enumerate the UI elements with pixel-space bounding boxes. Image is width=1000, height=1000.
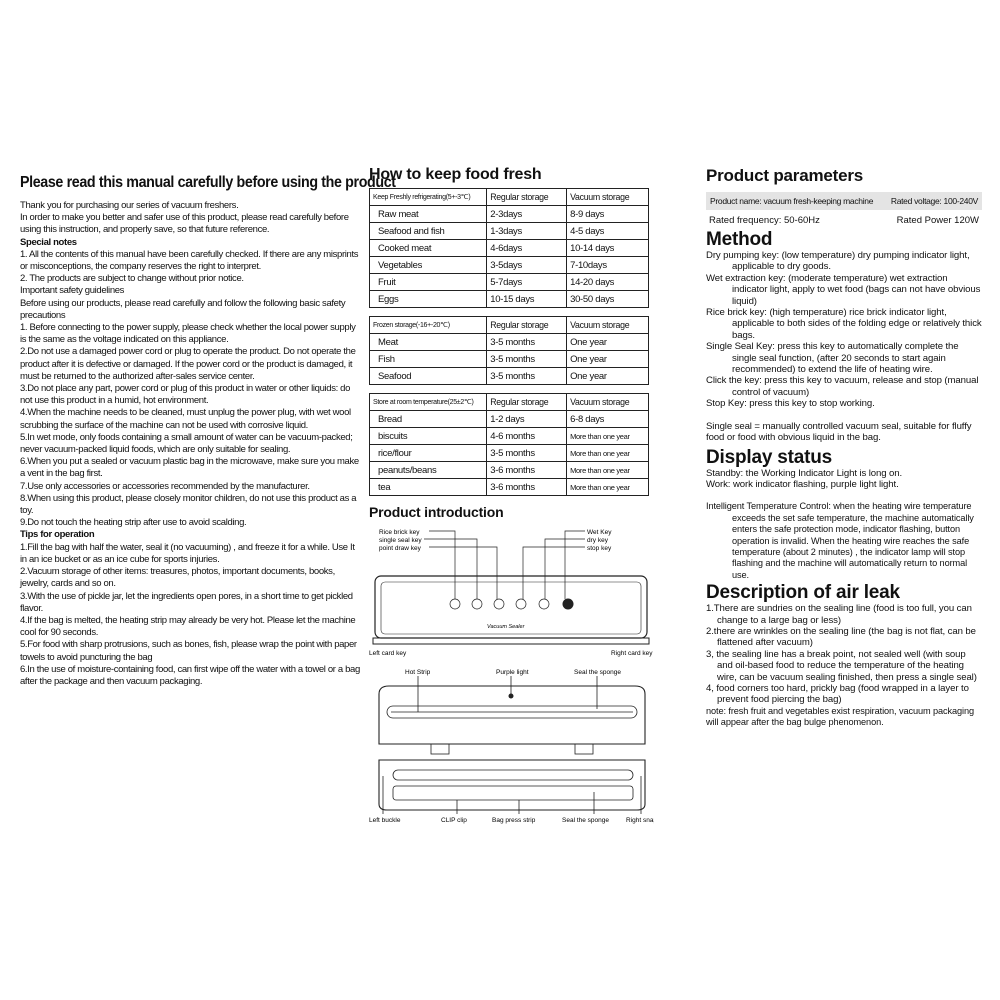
table-row: [370, 428, 649, 445]
table-row: [370, 257, 649, 274]
right-card-key-label: Right card key: [611, 650, 653, 657]
table-header-cell: Store at room temperature(25±2℃): [370, 394, 487, 411]
interior-diagram: [369, 664, 654, 824]
table-header-cell: Regular storage: [487, 189, 567, 206]
table-cell: Vegetables: [370, 257, 487, 274]
brand-label: Vacuum Sealer: [487, 624, 525, 630]
table-cell: More than one year: [567, 479, 649, 496]
method-title: Method: [706, 229, 773, 250]
tip-item: 3.With the use of pickle jar, let the ingredients open pores, in a short time to get pickled flavor.: [20, 590, 353, 614]
method-item: Dry pumping key: (low temperature) dry pumping indicator light, applicable to dry goods.: [706, 250, 970, 273]
label-clip: CLIP clip: [441, 817, 467, 824]
table-row: [370, 445, 649, 462]
table-cell: 4-6days: [487, 240, 567, 257]
storage-tables: [369, 188, 651, 496]
display-work: Work: work indicator flashing, purple light light.: [706, 478, 899, 490]
label-seal-sponge-top: Seal the sponge: [574, 669, 621, 676]
tips-list: [20, 542, 360, 688]
label-dry-key: dry key: [587, 537, 608, 544]
table-cell: More than one year: [567, 428, 649, 445]
table-row: [370, 274, 649, 291]
table-header-cell: Regular storage: [487, 394, 567, 411]
air-leak-item: 2.there are wrinkles on the sealing line (the bag is not flat, can be flattened after vacuum): [706, 625, 976, 649]
table-cell: rice/flour: [370, 445, 487, 462]
table-header-cell: Vacuum storage: [567, 317, 649, 334]
product-intro-title: Product introduction: [369, 504, 504, 520]
label-bag-press-strip: Bag press strip: [492, 817, 536, 824]
table-cell: 6-8 days: [567, 411, 649, 428]
method-list: [706, 250, 982, 410]
table-cell: 4-6 months: [487, 428, 567, 445]
table-cell: 8-9 days: [567, 206, 649, 223]
table-cell: 14-20 days: [567, 274, 649, 291]
table-cell: Cooked meat: [370, 240, 487, 257]
display-standby: Standby: the Working Indicator Light is long on.: [706, 467, 903, 479]
single-seal-note: Single seal = manually controlled vacuum seal, suitable for fluffy food or food with obvious liquid in the bag.: [706, 420, 972, 444]
table-cell: 3-5 months: [487, 368, 567, 385]
label-point-draw-key: point draw key: [379, 545, 421, 552]
table-row: [370, 368, 649, 385]
table-row: [370, 411, 649, 428]
table-cell: 10-14 days: [567, 240, 649, 257]
table-cell: 5-7days: [487, 274, 567, 291]
label-rice-brick-key: Rice brick key: [379, 529, 420, 536]
table-row: [370, 291, 649, 308]
special-note-item: 4.When the machine needs to be cleaned, must unplug the power plug, with wet wool scrubbing the surface of the machine can not be used with corrosive liquid.: [20, 407, 351, 431]
table-cell: 3-5 months: [487, 351, 567, 368]
special-note-item: 1. Before connecting to the power supply, please check whether the local power supply is the same as the voltage indicated on this appliance.: [20, 322, 356, 346]
label-seal-sponge-bottom: Seal the sponge: [562, 817, 609, 824]
table-header-cell: Keep Freshly refrigerating(5+-3℃): [370, 189, 487, 206]
special-note-item: 6.When you put a sealed or vacuum plastic bag in the microwave, make sure you make a vent in the bag first.: [20, 456, 359, 480]
param-voltage: Rated voltage: 100-240V: [890, 196, 978, 206]
special-note-item: 2. The products are subject to change without prior notice.: [20, 273, 244, 285]
table-cell: One year: [567, 334, 649, 351]
table-cell: 3-6 months: [487, 462, 567, 479]
method-item: Single Seal Key: press this key to automatically complete the single seal function, (after 20 seconds to start again recommended) to extend the life of heating wire.: [706, 341, 959, 376]
table-row: [370, 206, 649, 223]
table-cell: 30-50 days: [567, 291, 649, 308]
intro-line: In order to make you better and safer use of this product, please read carefully before using this instruction, and properly save, so that future reference.: [20, 212, 349, 236]
manual-title: Please read this manual carefully before using the product: [20, 174, 396, 191]
label-single-seal-key: single seal key: [379, 537, 422, 544]
table-cell: 7-10days: [567, 257, 649, 274]
table-cell: More than one year: [567, 462, 649, 479]
tip-item: 5.For food with sharp protrusions, such as bones, fish, please wrap the point with paper towels to avoid puncturing the bag: [20, 639, 357, 663]
special-note-item: Important safety guidelines: [20, 285, 125, 297]
method-item: Wet extraction key: (moderate temperature) wet extraction indicator light, apply to wet food (bags can not have obvious liquid): [706, 272, 981, 307]
tips-heading: Tips for operation: [20, 529, 95, 541]
stop-button-icon: [563, 599, 574, 610]
air-leak-item: 1.There are sundries on the sealing line (food is too full, you can change to a large bag or less): [706, 603, 972, 626]
special-note-item: 3.Do not place any part, power cord or plug of this product in water or other liquids: do not use this product in a humid, hot environment.: [20, 383, 351, 407]
table-cell: Meat: [370, 334, 487, 351]
air-leak-item: 4, food corners too hard, prickly bag (food wrapped in a layer to prevent food piercing the bag): [706, 683, 969, 706]
table-row: [370, 334, 649, 351]
method-item: Rice brick key: (high temperature) rice brick indicator light, applicable to both sides of the folding edge or relatively thick bags.: [706, 307, 982, 341]
table-cell: 3-6 months: [487, 479, 567, 496]
table-cell: Bread: [370, 411, 487, 428]
param-row-1: [706, 192, 982, 210]
tip-item: 4.If the bag is melted, the heating strip may already be very hot. Please let the machine cool for 90 seconds.: [20, 614, 356, 639]
special-notes-list: [20, 249, 360, 530]
param-power: Rated Power 120W: [896, 215, 979, 226]
table-cell: 3-5 months: [487, 445, 567, 462]
display-title: Display status: [706, 446, 833, 468]
special-notes-heading: Special notes: [20, 236, 77, 248]
middle-column: [369, 166, 654, 829]
param-frequency: Rated frequency: 50-60Hz: [709, 215, 820, 226]
left-card-key-label: Left card key: [369, 650, 407, 657]
table-row: [370, 479, 649, 496]
table-cell: Seafood: [370, 368, 487, 385]
storage-table: [369, 393, 649, 496]
table-cell: Raw meat: [370, 206, 487, 223]
label-right-snap: Right snap: [626, 817, 654, 824]
table-cell: peanuts/beans: [370, 462, 487, 479]
table-cell: 1-2 days: [487, 411, 567, 428]
param-row-2: [706, 213, 982, 228]
table-cell: One year: [567, 368, 649, 385]
params-title: Product parameters: [706, 166, 864, 185]
table-cell: Fruit: [370, 274, 487, 291]
tip-item: 6.In the use of moisture-containing food, can first wipe off the water with a towel or a bag after the package and then vacuum packaging.: [20, 663, 360, 687]
table-cell: 1-3days: [487, 223, 567, 240]
table-row: [370, 240, 649, 257]
special-note-item: 7.Use only accessories or accessories recommended by the manufacturer.: [20, 480, 310, 492]
right-column: [706, 166, 982, 729]
label-left-buckle: Left buckle: [369, 817, 401, 824]
table-cell: One year: [567, 351, 649, 368]
special-note-item: 2.Do not use a damaged power cord or plug to operate the product. Do not operate the product after it is defective or damaged. If the power cord or the product is damaged, it must be returned to the authorized after-sales service center.: [20, 346, 356, 382]
label-stop-key: stop key: [587, 545, 612, 552]
table-header-cell: Vacuum storage: [567, 189, 649, 206]
param-name: Product name: vacuum fresh-keeping machine: [710, 196, 874, 206]
air-leak-item: 3, the sealing line has a break point, not sealed well (with soup and oil-based food to reduce the temperature of the heating wire, can be vacuum sealing finished, then press a single seal): [706, 648, 977, 683]
table-cell: 2-3days: [487, 206, 567, 223]
tip-item: 2.Vacuum storage of other items: treasures, photos, important documents, books, jewelry, cards and so on.: [20, 566, 335, 590]
intro-line: Thank you for purchasing our series of vacuum freshers.: [20, 200, 239, 211]
table-cell: 4-5 days: [567, 223, 649, 240]
tip-item: 1.Fill the bag with half the water, seal it (no vacuuming) , and freeze it for a while. Use It in an ice bucket or as an ice cube for sports injuries.: [20, 541, 355, 565]
special-note-item: Before using our products, please read carefully and follow the following basic safety precautions: [20, 297, 346, 321]
intelligent-control-text: Intelligent Temperature Control: when the heating wire temperature exceeds the set safe temperature, the machine automatically enters the safe protection mode, indicator flashing, button operation is invalid. When the heating wire reaches the safe temperature (about 2 minutes) , the indicator lamp will stop flashing and the machine will automatically return to normal use.: [706, 501, 974, 580]
table-cell: Eggs: [370, 291, 487, 308]
table-row: [370, 223, 649, 240]
table-header-cell: Frozen storage(-16+-20℃): [370, 317, 487, 334]
special-note-item: 8.When using this product, please closely monitor children, do not use this product as a toy.: [20, 492, 357, 517]
table-row: [370, 351, 649, 368]
table-cell: More than one year: [567, 445, 649, 462]
purple-light-icon: [509, 694, 514, 699]
storage-table: [369, 316, 649, 385]
table-cell: biscuits: [370, 428, 487, 445]
air-leak-title: Description of air leak: [706, 582, 900, 604]
table-cell: 3-5 months: [487, 334, 567, 351]
special-note-item: 9.Do not touch the heating strip after use to avoid scalding.: [20, 517, 247, 529]
method-item: Click the key: press this key to vacuum, release and stop (manual control of vacuum): [706, 375, 979, 398]
table-cell: 3-5days: [487, 257, 567, 274]
special-note-item: 1. All the contents of this manual have been carefully checked. If there are any misprints or misconceptions, the company reserves the right to interpret.: [20, 248, 359, 273]
table-cell: Seafood and fish: [370, 223, 487, 240]
air-leak-note: note: fresh fruit and vegetables exist respiration, vacuum packaging will appear after the bag bulge phenomenon.: [706, 705, 974, 728]
special-note-item: 5.In wet mode, only foods containing a small amount of water can be vacuum-packed; never vacuum-packed liquid foods, which are only suitable for sealing.: [20, 431, 353, 456]
air-leak-list: [706, 603, 982, 706]
label-hot-strip: Hot Strip: [405, 669, 431, 676]
table-row: [370, 462, 649, 479]
storage-table: [369, 188, 649, 308]
table-cell: Fish: [370, 351, 487, 368]
label-purple-light: Purple light: [496, 669, 529, 676]
table-cell: tea: [370, 479, 487, 496]
keep-fresh-title: How to keep food fresh: [369, 166, 542, 183]
table-header-cell: Regular storage: [487, 317, 567, 334]
label-wet-key: Wet Key: [587, 529, 612, 536]
table-cell: 10-15 days: [487, 291, 567, 308]
method-item: Stop Key: press this key to stop working.: [706, 398, 875, 410]
control-panel-diagram: [369, 524, 654, 659]
table-header-cell: Vacuum storage: [567, 394, 649, 411]
